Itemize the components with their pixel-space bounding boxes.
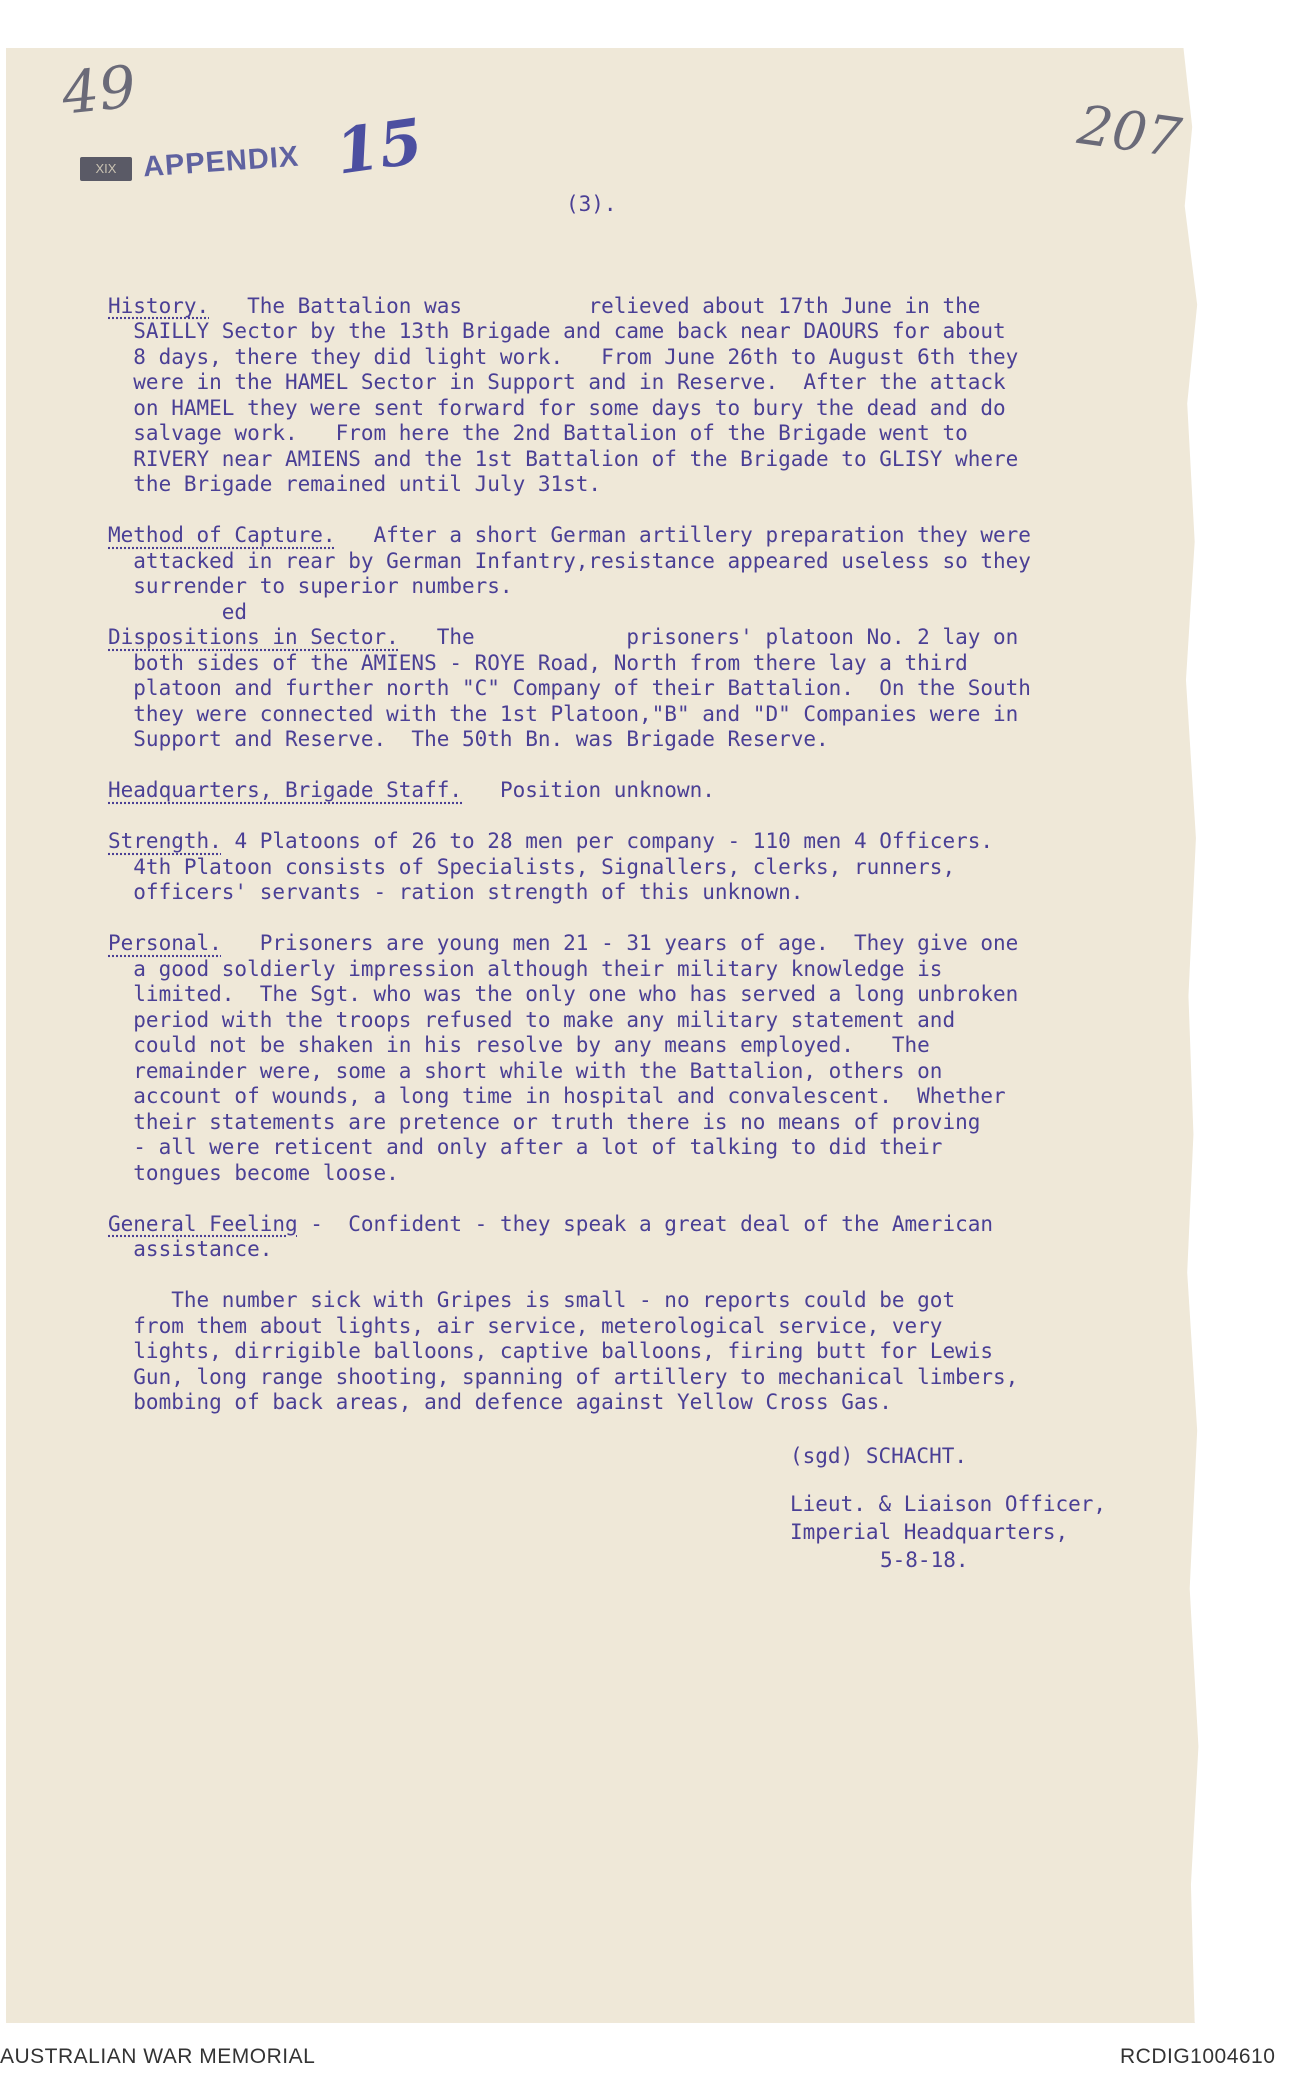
body-line: platoon and further north "C" Company of their Battalion. On the South	[108, 676, 1031, 700]
body-line: remainder were, some a short while with the Battalion, others on	[108, 1058, 943, 1083]
body-line: General Feeling - Confident - they speak a great deal of the American	[108, 1211, 994, 1236]
signature-name: (sgd) SCHACHT.	[790, 1444, 968, 1468]
body-line	[108, 906, 1031, 932]
signature-rank: Lieut. & Liaison Officer,	[790, 1492, 1107, 1516]
body-line: period with the troops refused to make any military statement and	[108, 1007, 956, 1032]
section-heading: Dispositions in Sector.	[108, 625, 399, 649]
body-line: surrender to superior numbers.	[108, 574, 513, 598]
body-line: Support and Reserve. The 50th Bn. was Brigade Reserve.	[108, 727, 829, 751]
page-number: (3).	[566, 192, 617, 216]
body-line: SAILLY Sector by the 13th Brigade and came back near DAOURS for about	[108, 319, 1006, 343]
body-line: limited. The Sgt. who was the only one who has served a long unbroken	[108, 982, 1019, 1006]
body-line: Gun, long range shooting, spanning of artillery to mechanical limbers,	[108, 1364, 1019, 1389]
body-line	[108, 804, 1031, 830]
section-heading: Headquarters, Brigade Staff.	[108, 778, 463, 802]
body-line: Strength. 4 Platoons of 26 to 28 men per company - 110 men 4 Officers.	[108, 829, 994, 853]
body-line: Personal. Prisoners are young men 21 - 31 years of age. They give one	[108, 931, 1019, 955]
section-heading: History.	[108, 293, 210, 318]
body-line: 4th Platoon consists of Specialists, Signallers, clerks, runners,	[108, 854, 956, 879]
body-line: The number sick with Gripes is small - no reports could be got	[108, 1288, 956, 1312]
body-line: were in the HAMEL Sector in Support and in Reserve. After the attack	[108, 370, 1006, 394]
body-line: RIVERY near AMIENS and the 1st Battalion of the Brigade to GLISY where	[108, 446, 1019, 471]
body-line: attacked in rear by German Infantry,resistance appeared useless so they	[108, 548, 1031, 573]
body-line: from them about lights, air service, meterological service, very	[108, 1313, 943, 1338]
body-line: a good soldierly impression although their military knowledge is	[108, 956, 943, 981]
body-line: Headquarters, Brigade Staff. Position unknown.	[108, 778, 715, 802]
appendix-number-handwritten: 15	[331, 104, 427, 189]
body-line	[108, 498, 1031, 524]
body-line: their statements are pretence or truth there is no means of proving	[108, 1109, 981, 1134]
body-line: Method of Capture. After a short German artillery preparation they were	[108, 523, 1031, 547]
body-line: ed	[108, 599, 248, 624]
body-line: both sides of the AMIENS - ROYE Road, North from there lay a third	[108, 650, 968, 675]
body-line	[108, 1186, 1031, 1212]
body-line: on HAMEL they were sent forward for some days to bury the dead and do	[108, 395, 1006, 420]
section-heading: General Feeling	[108, 1211, 298, 1236]
section-heading: Personal.	[108, 931, 222, 955]
signature-unit: Imperial Headquarters,	[790, 1520, 1069, 1544]
body-line: account of wounds, a long time in hospital and convalescent. Whether	[108, 1084, 1006, 1108]
body-line: History. The Battalion was relieved about 17th June in the	[108, 293, 981, 318]
appendix-stamp: APPENDIX	[142, 140, 301, 184]
body-line: Dispositions in Sector. The prisoners' platoon No. 2 lay on	[108, 625, 1019, 649]
footer-reference: RCDIG1004610	[1120, 2045, 1276, 2068]
appendix-stamp-box: XIX	[80, 157, 132, 181]
body-line: salvage work. From here the 2nd Battalion of the Brigade went to	[108, 421, 968, 445]
footer-institution: AUSTRALIAN WAR MEMORIAL	[0, 2045, 316, 2068]
folio-number-handwritten: 49	[58, 52, 140, 128]
body-line	[108, 1263, 1031, 1289]
body-line	[108, 753, 1031, 779]
body-line: they were connected with the 1st Platoon,"B" and "D" Companies were in	[108, 701, 1019, 726]
body-line: assistance.	[108, 1237, 273, 1261]
body-line: could not be shaken in his resolve by any means employed. The	[108, 1033, 930, 1057]
body-line: bombing of back areas, and defence against Yellow Cross Gas.	[108, 1390, 892, 1414]
body-line: 8 days, there they did light work. From June 26th to August 6th they	[108, 344, 1019, 369]
body-line: the Brigade remained until July 31st.	[108, 472, 602, 496]
signature-date: 5-8-18.	[880, 1548, 969, 1572]
report-body	[108, 268, 1031, 1416]
section-heading: Method of Capture.	[108, 523, 336, 547]
body-line: lights, dirrigible balloons, captive balloons, firing butt for Lewis	[108, 1339, 994, 1363]
body-line: officers' servants - ration strength of this unknown.	[108, 880, 804, 904]
folio-number-right-handwritten: 207	[1074, 93, 1185, 170]
body-line: tongues become loose.	[108, 1160, 399, 1185]
section-heading: Strength.	[108, 829, 222, 853]
body-line: - all were reticent and only after a lot of talking to did their	[108, 1135, 943, 1159]
